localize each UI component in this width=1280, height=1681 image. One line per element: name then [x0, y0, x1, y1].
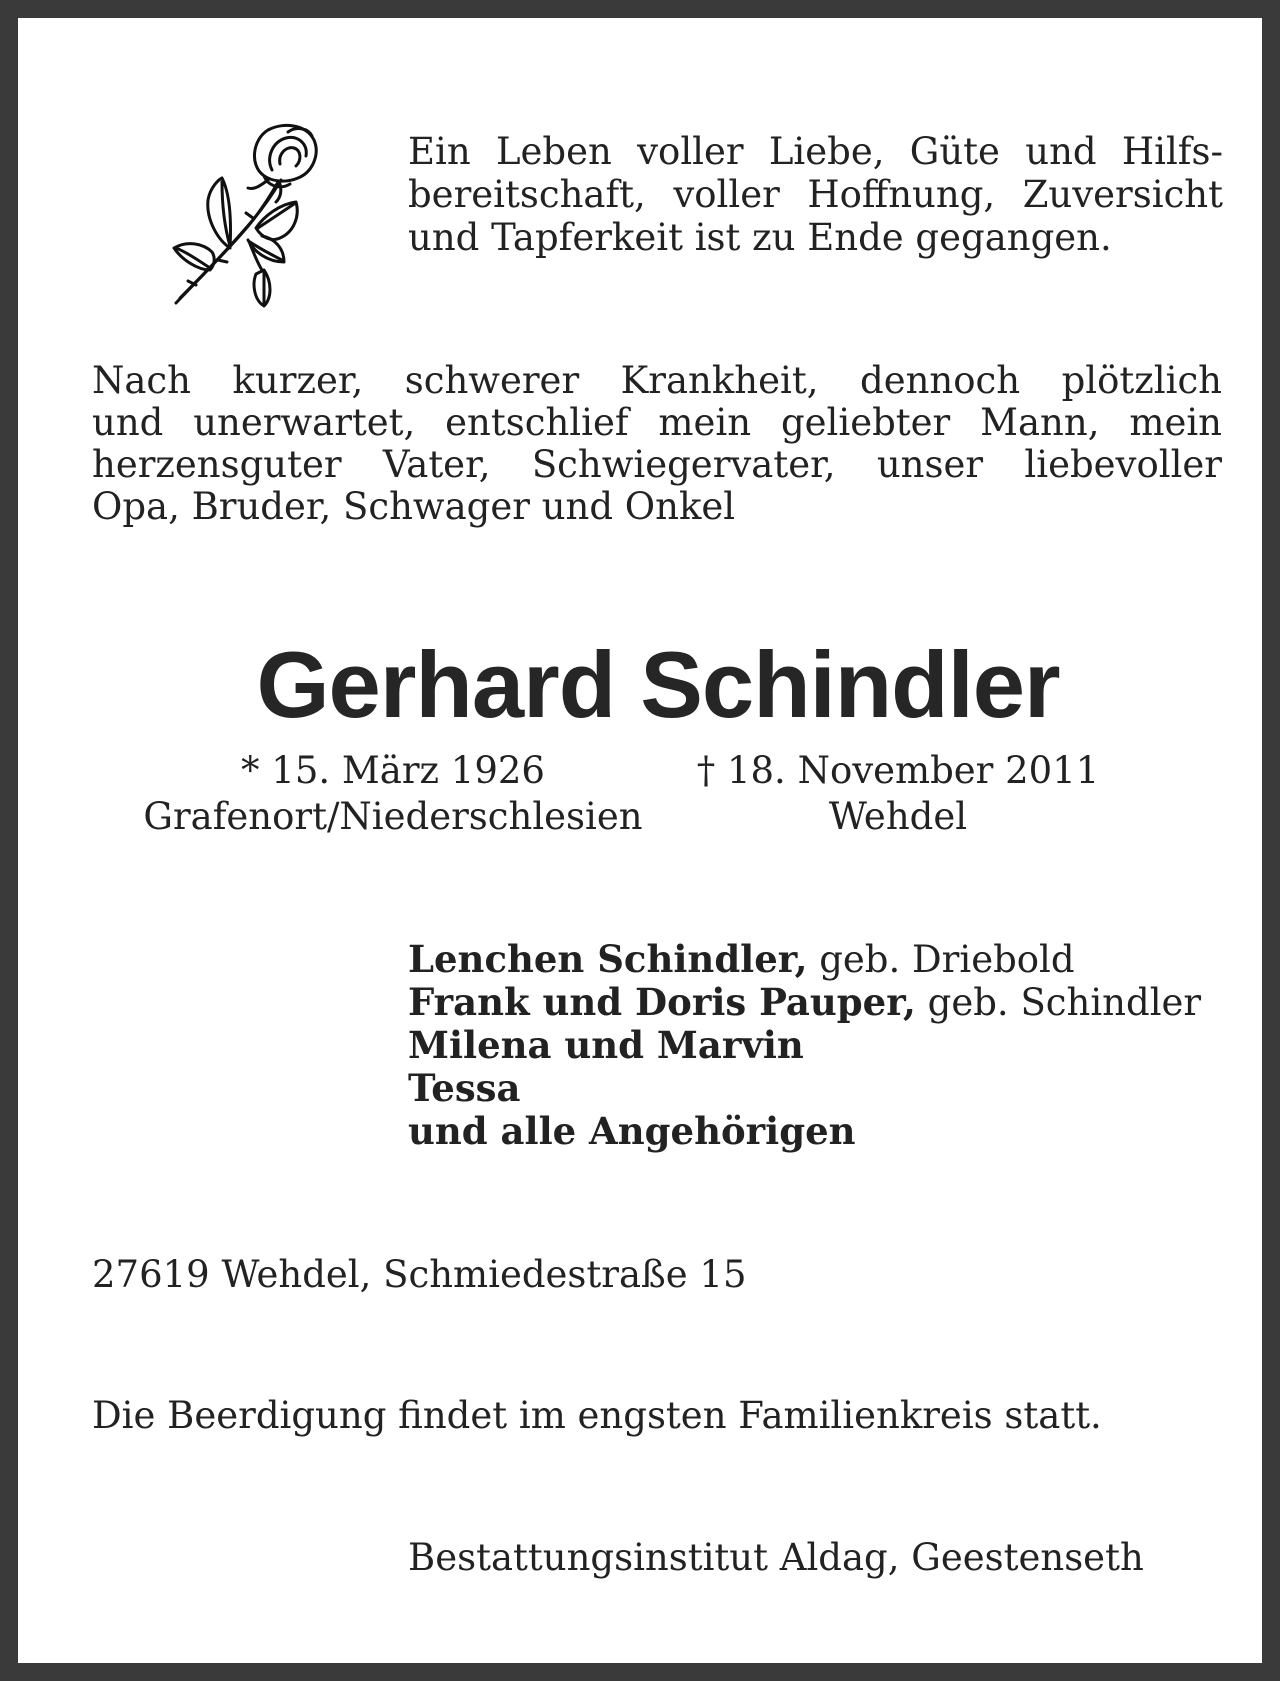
intro-line: Ein Leben voller Liebe, Güte und Hilfs-	[408, 130, 1223, 173]
announcement-line: und unerwartet, entschlief mein geliebter Mann, mein	[92, 401, 1222, 444]
rose-icon	[168, 120, 338, 310]
announcement-paragraph	[92, 360, 1222, 528]
deceased-name: Gerhard Schindler	[256, 632, 1060, 737]
mourner-name: Frank und Doris Pauper,	[408, 980, 916, 1024]
mourner-name: Lenchen Schindler,	[408, 937, 808, 981]
mourner-line	[408, 1067, 1201, 1110]
intro-text	[408, 130, 1223, 259]
mourner-line	[408, 938, 1201, 981]
announcement-line: Nach kurzer, schwerer Krankheit, dennoch plötzlich	[92, 359, 1222, 402]
family-address: 27619 Wehdel, Schmiedestraße 15	[92, 1253, 747, 1296]
funeral-note: Die Beerdigung findet im engsten Familienkreis statt.	[92, 1394, 1102, 1437]
mourner-name: Milena und Marvin	[408, 1023, 804, 1067]
birth-info	[113, 748, 673, 840]
birth-date: * 15. März 1926	[241, 749, 545, 792]
mourner-note: geb. Driebold	[807, 938, 1075, 981]
mourner-name: Tessa	[408, 1066, 521, 1110]
birth-place: Grafenort/Niederschlesien	[143, 795, 643, 838]
mourner-line	[408, 981, 1201, 1024]
mourner-line	[408, 1110, 1201, 1153]
death-info	[628, 748, 1168, 840]
mourners-list	[408, 938, 1201, 1153]
undertaker-name: Bestattungsinstitut Aldag, Geestenseth	[408, 1536, 1144, 1579]
intro-line: bereitschaft, voller Hoffnung, Zuversicht	[408, 173, 1223, 216]
death-date: † 18. November 2011	[696, 749, 1100, 792]
mourner-name: und alle Angehörigen	[408, 1109, 856, 1153]
death-place: Wehdel	[828, 795, 968, 838]
announcement-line: Opa, Bruder, Schwager und Onkel	[92, 485, 736, 528]
mourner-note: geb. Schindler	[915, 981, 1202, 1024]
announcement-line: herzensguter Vater, Schwiegervater, unser liebevoller	[92, 443, 1222, 486]
mourner-line	[408, 1024, 1201, 1067]
intro-line: und Tapferkeit ist zu Ende gegangen.	[408, 216, 1112, 259]
